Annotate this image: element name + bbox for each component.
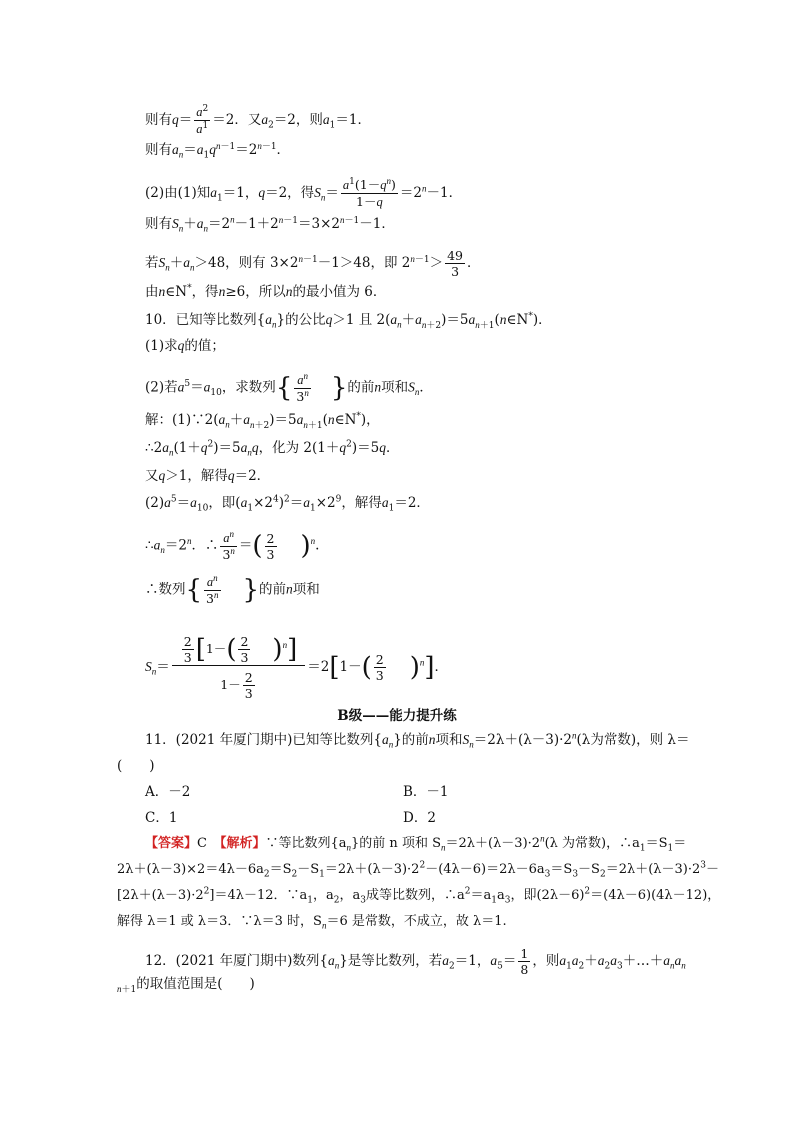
fraction-1-over-8: $\frac{1}{8}$ <box>520 946 529 977</box>
question-12: 12．(2021 年厦门期中)数列$\{a_n\}$是等比数列，若$a_2=1$，$a_5=$ $\frac{1}{8}$ ，则$a_1a_2+a_2a_3+\dots+a_na_n$ <box>145 946 686 977</box>
solution-10-sum-expression: $S_n=$ $\frac{2}{3}$ [1－( $\frac{2}{3}$ )$^n$] 1－ $\frac{2}{3}$ ＝2[1－( $\frac{2}{3}$ )$^n$]． <box>145 634 448 701</box>
answer-11-line-1: 【答案】C 【解析】∵等比数列$\{a_n\}$的前 n 项和 $S_n=2\lambda+(\lambda-3)\cdot 2^n(\lambda$ 为常数)，$\therefore a_1=S_1=$ <box>145 833 687 854</box>
fraction-49-over-3: $\frac{49}{3}$ <box>447 248 463 279</box>
choice-b: B．－1 <box>403 784 449 800</box>
question-10: 10．已知等比数列$\{a_n\}$的公比q＞1 且 $2(a_n+a_{n+2})=5a_{n+1}(n\in N^*)$． <box>145 311 552 331</box>
fraction-sum-result: $\frac{2}{3}$ [1－( $\frac{2}{3}$ )$^n$] 1－ $\frac{2}{3}$ <box>172 634 305 701</box>
question-10-part-2: (2)若$a^5=a_{10}$，求数列{ $\frac{a^n}{3^n}$ }的前n项和$S_n$． <box>145 370 433 404</box>
question-10-part-1: (1)求q的值； <box>145 338 225 354</box>
answer-11-line-2: $2\lambda+(\lambda-3)\times 2=4\lambda-6a_2=S_2-S_1=2\lambda+(\lambda-3)\cdot 2^2-(4\lambda-6)=2\lambda-6a_3=S_3-S_2=2\lambda+(\lambda-3)\cdot 2^3-$ <box>117 860 720 880</box>
solution-10-line-1: 解：$(1)\because 2(a_n+a_{n+2})=5a_{n+1}(n\in N^*)$， <box>145 411 380 431</box>
solution-10-line-3: 又q＞1，解得q＝2． <box>145 468 271 484</box>
question-12-line-2: $_{n+1}$的取值范围是( ) <box>117 976 255 995</box>
choice-d: D．2 <box>403 810 436 826</box>
line-sn-plus-an: 则有$S_n+a_n=2^n-1+2^{n-1}=3\times 2^{n-1}-1$． <box>145 214 395 234</box>
answer-11-line-3: $[2\lambda+(\lambda-3)\cdot 2^2]=4\lambda-12$．$\because a_1$，$a_2$，$a_3$成等比数列，$\therefore a^2=a_1a_3$，即$(2\lambda-6)^2=(4\lambda-6)(4\lambda-12)$， <box>117 886 721 906</box>
line-sum-sn: (2)由(1)知$a_1=1$，q＝2，得$S_n=$ $\frac{a^1(1-q^n)}{1-q}$ $=2^n-1$． <box>145 175 463 209</box>
line-inequality: 若$S_n+a_n>48$，则有 $3\times 2^{n-1}-1>48$，即 $2^{n-1}>$ $\frac{49}{3}$ ． <box>145 248 481 279</box>
line-min-n: 由n∈N*，得n≥6，所以n的最小值为 6． <box>145 283 387 300</box>
solution-10-line-6: ∴数列{ $\frac{a^n}{3^n}$ }的前n项和 <box>145 572 320 606</box>
line-q-ratio: 则有q＝ $\frac{a^2}{a^1}$ ＝2．又$a_2=2$，则$a_1=1$． <box>145 103 371 136</box>
analysis-label: 【解析】 <box>219 836 266 851</box>
answer-label: 【答案】 <box>145 836 198 851</box>
line-general-term: 则有$a_n=a_1q^{n-1}=2^{n-1}$． <box>145 140 291 161</box>
question-11: 11．(2021 年厦门期中)已知等比数列$\{a_n\}$的前n项和$S_n=2\lambda+(\lambda-3)\cdot 2^n(\lambda$为常数)，则 λ＝ <box>145 730 690 750</box>
fraction-sum-formula: $\frac{a^1(1-q^n)}{1-q}$ <box>342 175 396 209</box>
solution-10-line-2: $\therefore 2a_n(1+q^2)=5a_nq$，化为 $2(1+q^2)=5q$． <box>145 439 400 458</box>
choice-a: A．－2 <box>145 784 191 800</box>
question-11-paren: ( ) <box>117 758 155 774</box>
section-heading: B级——能力提升练 <box>337 708 457 724</box>
choice-c: C．1 <box>145 810 178 826</box>
solution-10-line-4: $(2)a^5=a_{10}$，即$(a_1\times 2^4)^2=a_1\times 2^9$，解得$a_1=2$． <box>145 494 430 514</box>
fraction-a2-over-a1: $\frac{a^2}{a^1}$ <box>196 103 209 136</box>
solution-10-line-5: $\therefore a_n=2^n$．∴ $\frac{a^n}{3^n}$ ＝( $\frac{2}{3}$ )$^n$. <box>145 528 320 562</box>
answer-11-line-4: 解得 λ＝1 或 λ＝3．∵λ＝3 时，$S_n=6$ 是常数，不成立，故 λ＝1. <box>117 914 507 931</box>
